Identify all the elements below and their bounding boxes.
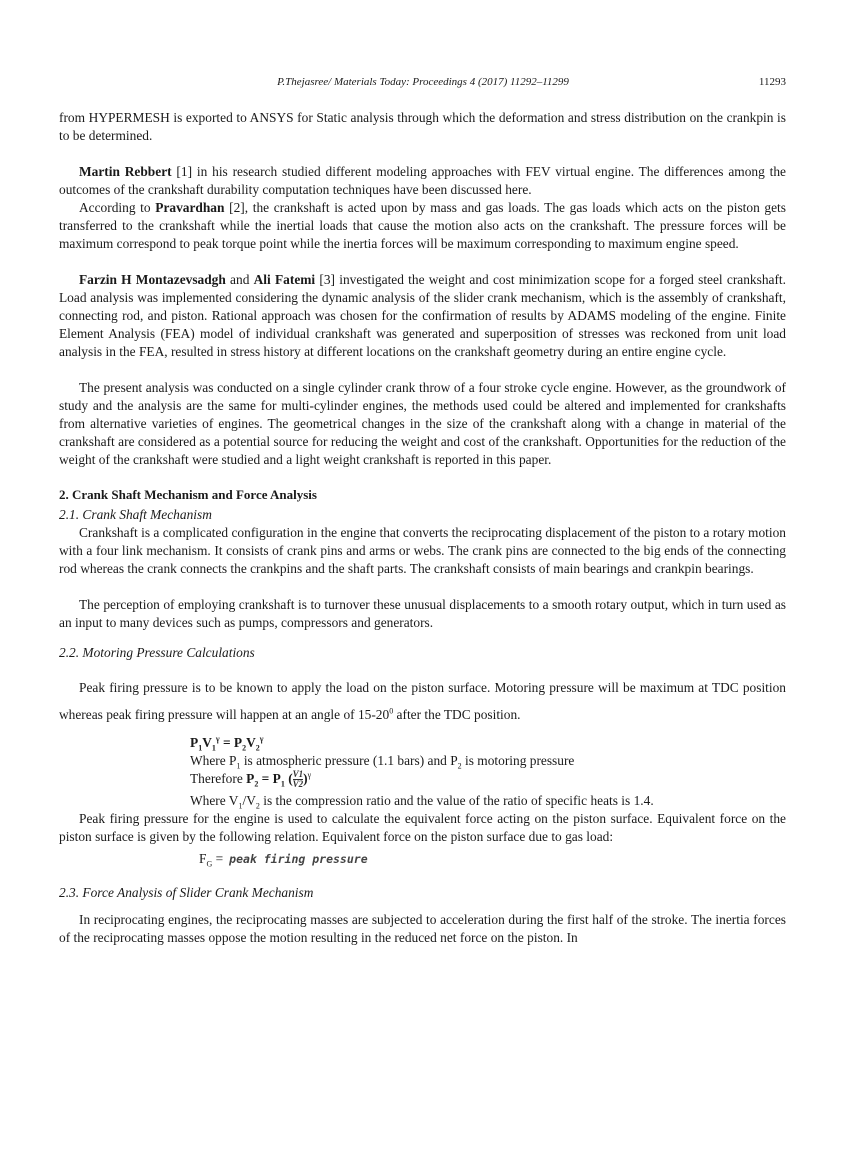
degree-symbol: 0	[389, 706, 394, 716]
paragraph-rebbert: Martin Rebbert [1] in his research studied different modeling approaches with FEV virtual engine. The differences among the outcomes of the crankshaft durability computation techniques have been discussed here.	[59, 164, 786, 197]
paragraph-peak-firing: Peak firing pressure is to be known to apply the load on the piston surface. Motoring pressure will be maximum at TDC position whereas peak firing pressure will happen at an angle of $15-20^0$ after the TDC position.	[59, 680, 786, 722]
running-title: P.Thejasree/ Materials Today: Proceedings 4 (2017) 11292–11299	[277, 76, 569, 88]
paragraph-crankshaft-mechanism: Crankshaft is a complicated configuration in the engine that converts the reciprocating displacement of the piston to a rotary motion with a four link mechanism. It consists of crank pins and arms or webs. The crank pins are connected to the big ends of the connecting rod whereas the crank connects the crankpins and the shaft parts. The crankshaft consists of main bearings and crankpin bearings.	[59, 525, 786, 576]
page-body	[59, 109, 786, 947]
equation-where-v: Where $V_1/V_2$ is the compression ratio and the value of the ratio of specific heats is 1.4.	[190, 793, 654, 811]
author-name: Pravardhan	[155, 200, 225, 215]
subsection-heading: 2.2. Motoring Pressure Calculations	[59, 645, 255, 660]
equation-polytropic: $P_1V_1^\gamma = P_2V_2^\gamma$	[190, 734, 264, 753]
paragraph-perception: The perception of employing crankshaft is to turnover these unusual displacements to a smooth rotary output, which in turn used as an input to many devices such as pumps, compressors and generators.	[59, 597, 786, 630]
fg-formula-image: peak firing pressure	[229, 852, 368, 866]
paragraph-present-analysis: The present analysis was conducted on a single cylinder crank throw of a four stroke cycle engine. However, as the groundwork of study and the analysis are the same for multi-cylinder engines, the methods used could be altered and implemented for crankshafts from alternative varieties of engines. The geometrical changes in the size of the crankshaft along with a change in material of the crankshaft are considered as a potential source for reducing the weight and cost of the crankshaft. Opportunities for the reduction of the weight of the crankshaft were studied and a light weight crankshaft is reported in this paper.	[59, 380, 786, 467]
subsection-heading: 2.1. Crank Shaft Mechanism	[59, 507, 212, 522]
paragraph-montazevsadgh: Farzin H Montazevsadgh and Ali Fatemi [3] investigated the weight and cost minimization scope for a forged steel crankshaft. Load analysis was implemented considering the dynamic analysis of the slider crank mechanism, which is the assembly of crankshaft, connecting rod, and piston. Rational approach was chosen for the confirmation of results by ADAMS modeling of the engine. Finite Element Analysis (FEA) model of individual crankshaft was generated and superposition of stresses was reckoned from unit load analysis in the FEA, resulted in stress history at different locations on the crankshaft geometry during an entire engine cycle.	[59, 272, 786, 359]
equation-where-p1: Where $P_1$ is atmospheric pressure (1.1 bars) and $P_2$ is motoring pressure	[190, 753, 575, 771]
author-name: Farzin H Montazevsadgh	[79, 272, 226, 287]
subsection-heading: 2.3. Force Analysis of Slider Crank Mechanism	[59, 885, 314, 900]
ratio-fraction: $\frac{V1}{V2}$	[292, 769, 304, 790]
paragraph-pravardhan: According to Pravardhan [2], the crankshaft is acted upon by mass and gas loads. The gas loads which acts on the piston gets transferred to the crankshaft while the inertial loads that cause the motion also acts on the crankshaft. The pressure forces will be maximum correspond to peak torque point while the inertia forces will be maximum corresponding to maximum engine speed.	[59, 200, 786, 251]
paragraph-force-analysis: In reciprocating engines, the reciprocating masses are subjected to acceleration during the first half of the stroke. The inertia forces of the reciprocating masses oppose the motion resulting in the reduced net force on the piston. In	[59, 912, 786, 945]
page-number: 11293	[758, 76, 786, 88]
running-header	[0, 76, 846, 92]
section-heading: 2. Crank Shaft Mechanism and Force Analysis	[59, 487, 317, 502]
equation-fg: $F_G$ = peak firing pressure	[199, 851, 368, 869]
paragraph-equivalent-force: Peak firing pressure for the engine is used to calculate the equivalent force acting on the piston surface. Equivalent force on the piston surface is given by the following relation. Equivalent force on the piston surface due to gas load:	[59, 811, 786, 844]
paragraph-continued: from HYPERMESH is exported to ANSYS for Static analysis through which the deformation and stress distribution on the crankpin is to be determined.	[59, 110, 786, 143]
equation-therefore: Therefore $P_2 = P_1$ ($\frac{V1}{V2}$ )$^\gamma$	[190, 769, 312, 790]
author-name: Martin Rebbert	[79, 164, 172, 179]
author-name: Ali Fatemi	[253, 272, 316, 287]
